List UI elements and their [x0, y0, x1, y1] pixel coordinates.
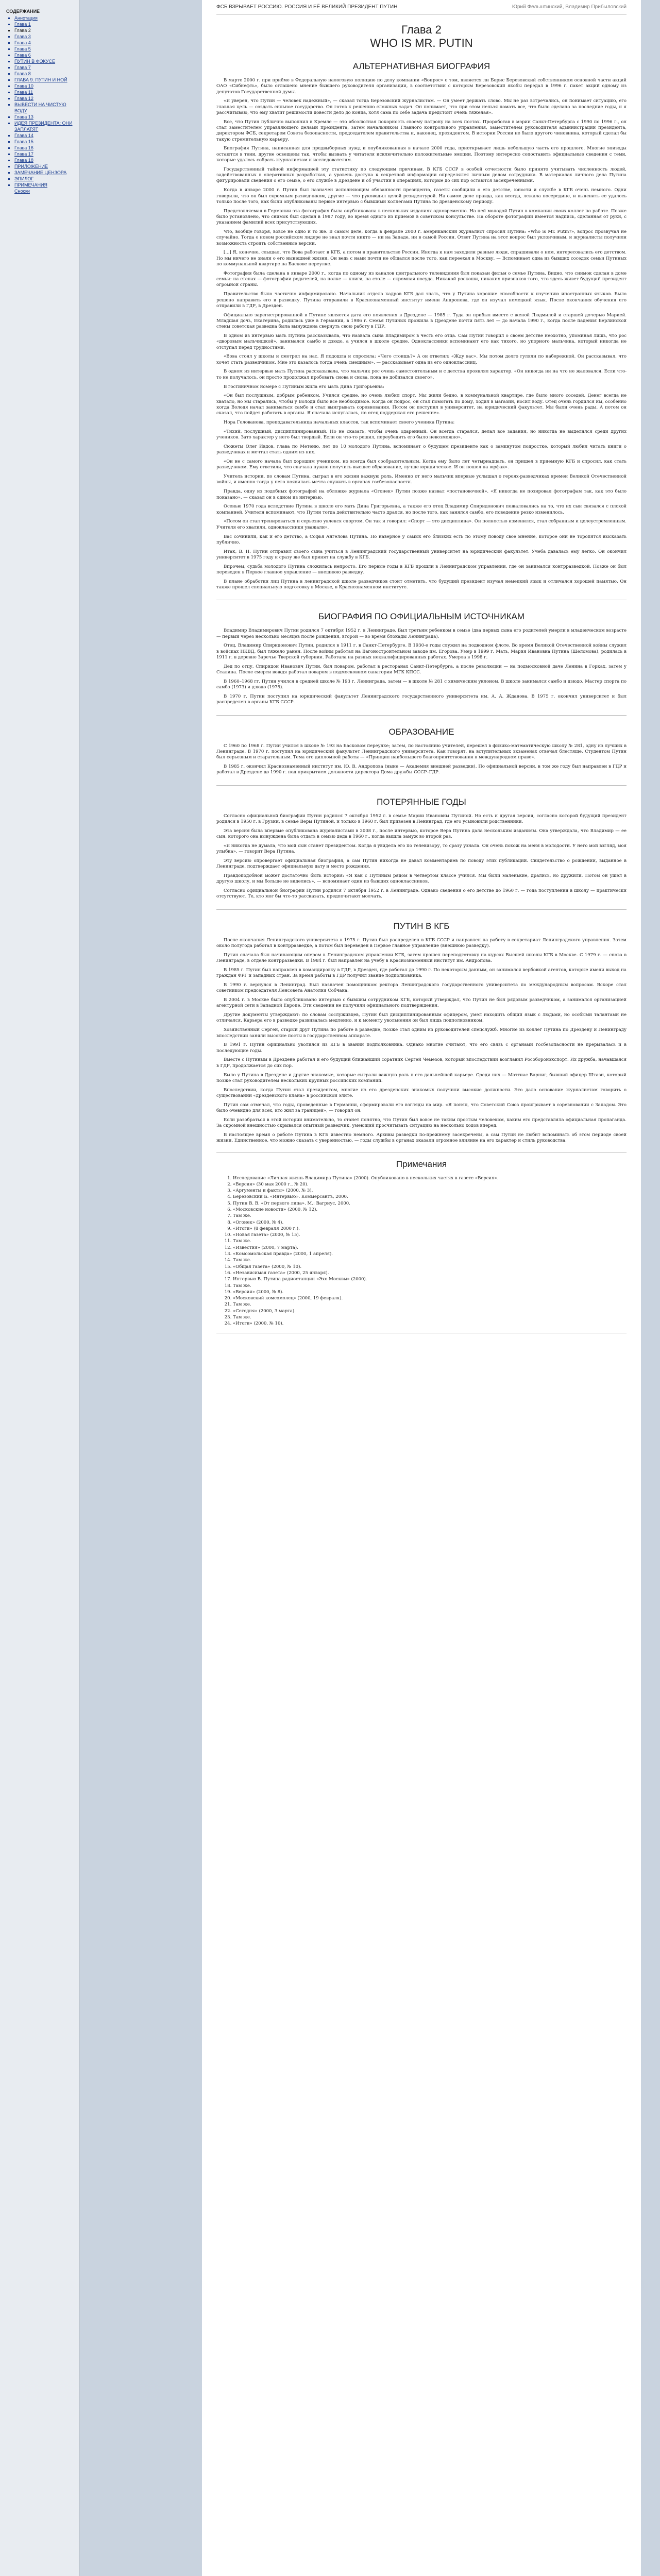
table-of-contents [0, 0, 80, 2576]
paragraph: Правда, одну из подобных фотографий на обложке журнала «Огонек» Путин позже назвал «постановочной». «Я никогда не позировал фотографам так, как это было показано», — сказал он в одном из интервью. [216, 489, 627, 500]
paragraph: В гостиничном номере с Путиным жила его мать Дина Григорьевна: [224, 384, 384, 389]
note-item: 20. «Московский комсомолец» (2000, 19 февраля). [233, 1296, 627, 1301]
paragraph: «Вова стоял у школы и смотрел на нас. Я подошла и спросила: «Чего стоишь?» А он ответил: «Жду вас». Мы потом долго гуляли по набережной. Он рассказывал, что хочет стать разведчиком. Мне это казалось тогда очень смешным», — рассказывает одна из его одноклассниц. [216, 354, 627, 365]
section-heading: БИОГРАФИЯ ПО ОФИЦИАЛЬНЫМ ИСТОЧНИКАМ [318, 612, 525, 622]
paragraph: В 1985 г. Путин был направлен в командировку в ГДР, в Дрезден, где работал до 1990 г. По некоторым данным, он занимался вербовкой агентов, которые имели выход на граждан ФРГ и западных стран. За время работы в ГДР получил звание подполковника. [216, 967, 627, 979]
main-content [202, 0, 641, 2576]
paragraph: В 1970 г. Путин поступил на юридический факультет Ленинградского государственного университета им. А. А. Жданова. В 1975 г. окончил университет и был распределен в органы КГБ СССР. [216, 694, 627, 705]
paragraph: «Он не с самого начала был хорошим учеником, но всегда был сообразительным. Когда ему было лет четырнадцать, он пришел в приемную КГБ и спросил, как стать разведчиком. Ему ответили, что сначала нужно получить высшее образование, лучше юридическое. И он пошел на юрфак». [216, 459, 627, 470]
paragraph: В настоящее время о работе Путина в КГБ известно немного. Архивы разведки по-прежнему засекречены, а сам Путин не любит вспоминать об этом периоде своей жизни. Единственное, что можно сказать с уверенностью, — годы службы в органах оказали огромное влияние на его характер и стиль руководства. [216, 1132, 627, 1144]
paragraph: «Потом он стал тренироваться и серьезно увлекся спортом. Он так и говорил: «Спорт — это дисциплина». Он полностью изменился, стал собранным и целеустремленным. Учителя его хвалили, одноклассники уважали». [216, 519, 627, 530]
paragraph: Согласно официальной биографии Путин родился 7 октября 1952 г. в семье Марии Ивановны Путиной. Но есть и другая версия, согласно которой будущий президент родился в 1950 г. в Грузии, в семье Веры Путиной, и только в 1960 г. был привезен в Ленинград, где его усыновили родственники. [216, 813, 627, 824]
toc-item[interactable]: ▪ Глава 8 [14, 71, 76, 77]
note-item: 22. «Сегодня» (2000, 3 марта). [233, 1309, 627, 1314]
page-header [216, 0, 627, 15]
paragraph: «Я никогда не думала, что мой сын станет президентом. Когда я увидела его по телевизору, то сразу узнала. Он очень похож на меня в молодости. У него мой взгляд, моя улыбка», — говорит Вера Путина. [216, 843, 627, 855]
paragraph: Отец, Владимир Спиридонович Путин, родился в 1911 г. в Санкт-Петербурге. В 1930-е годы служил на подводном флоте. Во время Великой Отечественной войны служил в войсках НКВД, был тяжело ранен. После войны работал на Вагоностроительном заводе им. Егорова. Умер в 1999 г. Мать, Мария Ивановна Путина (Шеломова), родилась в 1911 г. в деревне Заречье Тверской губернии. Работала на разных неквалифицированных работах. Умерла в 1998 г. [216, 643, 627, 660]
note-item: 11. Там же. [233, 1239, 627, 1244]
toc-item[interactable]: ▪ ЭПИЛОГ [14, 176, 76, 182]
toc-item[interactable]: ▪ Глава 12 [14, 95, 76, 101]
paragraph: «Он был послушным, добрым ребенком. Учился средне, но очень любил спорт. Мы жили бедно, в коммунальной квартире, где было много соседей. Денег всегда не хватало, но мы старались, чтобы у Володи было все необходимое. Когда он подрос, он стал помогать по дому, ходил в магазин, носил воду. Отец очень гордился им, особенно когда Володя начал заниматься самбо и стал выигрывать соревнования. Потом он поступил в университет, на юридический факультет. Мы были очень рады. А потом он сказал, что пойдет работать в органы. Я сначала испугалась, но отец поддержал его решение». [216, 393, 627, 416]
book-authors: Юрий Фельштинский, Владимир Прибыловский [512, 4, 627, 10]
paragraph: Все, что Путин публично выполнил в Кремле — это абсолютная покорность своему патрону на всех постах. Проработав в мэрии Санкт-Петербурга с 1990 по 1996 г., он стал заместителем управляющего делами президента, затем начальником Главного контрольного управления, заместителем руководителя администрации президента, директором ФСБ, секретарем Совета безопасности, председателем правительства и, наконец, президентом. В истории России не было другого чиновника, который сделал бы такую стремительную карьеру. [216, 119, 627, 142]
note-item: 6. «Московские новости» (2000, № 12). [233, 1207, 627, 1213]
note-item: 13. «Комсомольская правда» (2000, 1 апреля). [233, 1251, 627, 1257]
toc-item[interactable]: ▪ ПРИМЕЧАНИЯ [14, 182, 76, 188]
toc-list [6, 15, 76, 188]
toc-item[interactable]: ▪ Глава 11 [14, 89, 76, 95]
paragraph: «Я уверен, что Путин — человек надежный», — сказал тогда Березовский журналистам. — Он умеет держать слово. Мы не раз встречались, он понимает ситуацию, его главная цель — создать сильное государство. Он готов к решению сложных задач. Он понимает, что при этом нельзя ломать все, что было сделано за последние годы, и я рассчитываю, что ему хватит решимости довести дело до конца, хотя сама по себе задача предстоит очень тяжелая». [216, 98, 627, 115]
paragraph: Официально зарегистрированной в Путине является дата его появления в Дрездене — 1985 г. Туда он прибыл вместе с женой Людмилой и старшей дочерью Марией. Младшая дочь, Екатерина, родилась уже в Германии, в 1986 г. Семья Путиных прожила в Дрездене почти пять лет — до начала 1990 г., когда после падения Берлинской стены советская разведка была вынуждена свернуть свою работу в ГДР. [216, 312, 627, 330]
paragraph: Владимир Владимирович Путин родился 7 октября 1952 г. в Ленинграде. Был третьим ребенком в семье (два первых сына его родителей умерли в младенческом возрасте — первый через несколько месяцев после рождения, второй — во время блокады Ленинграда). [216, 628, 627, 639]
toc-item[interactable]: ▪ Глава 1 [14, 21, 76, 27]
toc-item-footnotes[interactable]: Сноски [14, 189, 30, 194]
paragraph: В 1990 г. вернулся в Ленинград. Был назначен помощником ректора Ленинградского государственного университета по международным вопросам. Вскоре стал советником председателя Ленсовета Анатолия Собчака. [216, 982, 627, 994]
paragraph: В 1991 г. Путин официально уволился из КГБ в звании подполковника. Однако многие считают, что его связь с органами госбезопасности не прерывалась и в последующие годы. [216, 1042, 627, 1054]
paragraph: Что, вообще говоря, вовсе не одно и то же. В самом деле, когда в феврале 2000 г. американский журналист спросил Путина: «Who is Mr. Putin?», вопрос прозвучал не случайно. Тогда о новом российском лидере не знал почти никто — ни на Западе, ни в самой России. Ответ Путина на этот вопрос был уклончивым, и журналисты получили возможность строить собственные версии. [216, 229, 627, 246]
paragraph: Правительство было частично информировано. Начальник отдела кадров КГБ дал знать, что у Путина хорошие способности к изучению иностранных языков. Было решено направить его в разведку. Путина отправили в Краснознаменный институт имени Андропова, где он изучал немецкий язык. После окончания обучения его отправили в ГДР, в Дрезден. [216, 292, 627, 309]
paragraph: Впрочем, судьба молодого Путина сложилась непросто. Его первые годы в КГБ прошли в Ленинградском управлении, где он занимался контрразведкой. Позже он был переведен в Первое главное управление — внешнюю разведку. [216, 564, 627, 575]
paragraph: Представляемая в Германии эта фотография была опубликована в нескольких изданиях одновременно. На ней молодой Путин в компании своих коллег по работе. Позже было установлено, что снимок был сделан в 1987 году, во время одного из приемов в советском консульстве. На обороте фотографии имеется надпись, сделанная от руки, с указанием фамилий всех присутствующих. [216, 208, 627, 226]
paragraph: Эта версия была впервые опубликована журналистами в 2008 г., после интервью, которое Вера Путина дала нескольким изданиям. Она утверждала, что Владимир — ее сын, которого она вынуждена была отдать в семью деда в 1960 г., когда вышла замуж во второй раз. [216, 828, 627, 840]
toc-item[interactable]: ▪ ПУТИН В ФОКУСЕ [14, 58, 76, 64]
note-item: 14. Там же. [233, 1258, 627, 1263]
note-item: 18. Там же. [233, 1283, 627, 1289]
chapter-body [216, 61, 627, 1144]
book-title: ФСБ ВЗРЫВАЕТ РОССИЮ. РОССИЯ И ЕЁ ВЕЛИКИЙ ПРЕЗИДЕНТ ПУТИН [216, 4, 398, 10]
toc-item[interactable]: ▪ ВЫВЕСТИ НА ЧИСТУЮ ВОДУ [14, 101, 76, 114]
paragraph: «Тихий, послушный, дисциплинированный. Но не сказать, чтобы очень одаренный. Он всегда старался, делал все задания, но никогда не выделялся среди других учеников. Зато характер у него был твердый. Если он что-то решил, переубедить его было невозможно». [216, 429, 627, 440]
toc-item[interactable]: ▪ Глава 5 [14, 46, 76, 52]
paragraph: Если разобраться в этой истории внимательно, то станет понятно, что Путин был вовсе не таким простым человеком, каким его представляла официальная пропаганда. За скромной внешностью скрывался опытный разведчик, умеющий просчитывать ситуацию на несколько ходов вперед. [216, 1117, 627, 1129]
toc-item[interactable]: ▪ Глава 6 [14, 52, 76, 58]
toc-item[interactable]: ▪ Глава 13 [14, 114, 76, 120]
toc-item[interactable]: ▪ Глава 17 [14, 151, 76, 157]
note-item: 15. «Общая газета» (2000, № 10). [233, 1264, 627, 1270]
note-item: 1. Исследование «Личная жизнь Владимира Путина» (2000). Опубликовано в нескольких частях в газете «Версия». [233, 1176, 627, 1181]
note-item: 24. «Итоги» (2000, № 10). [233, 1321, 627, 1327]
toc-item[interactable]: ▪ Глава 15 [14, 139, 76, 145]
section-heading: ОБРАЗОВАНИЕ [388, 726, 454, 737]
toc-item[interactable]: ▪ Глава 3 [14, 33, 76, 40]
toc-item[interactable]: ▪ Глава 14 [14, 132, 76, 139]
paragraph: Фотография была сделана в январе 2000 г., когда по одному из каналов центрального телевидения был показан фильм о семье Путина. Видно, что снимок сделан в доме семьи: на стенах — фотографии родителей, на полке — книги, на столе — скромная посуда. Никакой роскоши, никаких признаков того, что здесь живет будущий президент огромной страны. [216, 270, 627, 288]
paragraph: В плане обработки лиц Путина в ленинградской школе разведчиков стоит отметить, что будущий президент изучал немецкий язык и отличался хорошей памятью. Он также прошел специальную подготовку в Москве, в Краснознаменном институте. [216, 579, 627, 590]
toc-title: СОДЕРЖАНИЕ [6, 9, 40, 14]
toc-item[interactable]: ▪ ПРИЛОЖЕНИЕ [14, 163, 76, 170]
note-item: 5. Путин В. В. «От первого лица». М.: Вагриус, 2000. [233, 1201, 627, 1207]
paragraph: В 2004 г. в Москве было опубликовано интервью с бывшим сотрудником КГБ, который утверждал, что Путин не был рядовым разведчиком, а занимался организацией агентурной сети в Западной Европе. Эти сведения не получили официального подтверждения. [216, 997, 627, 1009]
paragraph: Согласно официальной биографии Путин родился 7 октября 1952 г. в Ленинграде. Однако сведения о его детстве до 1960 г. — года поступления в школу — практически отсутствуют. Те, кто мог бы что-то рассказать, предпочитают молчать. [216, 888, 627, 900]
section-divider [216, 715, 627, 716]
note-item: 21. Там же. [233, 1302, 627, 1308]
paragraph: Итак, В. Н. Путин отправил своего сына учиться в Ленинградский государственный университет на юридический факультет. Учеба давалась ему легко. Он окончил университет в 1975 году и сразу же был принят на службу в КГБ. [216, 549, 627, 560]
chapter-title: WHO IS MR. PUTIN [370, 37, 473, 49]
section-heading: ПОТЕРЯННЫЕ ГОДЫ [377, 796, 466, 807]
note-item: 12. «Известия» (2000, 7 марта). [233, 1245, 627, 1251]
paragraph: Было у Путина в Дрездене и другие знакомые, которые сыграли важную роль в его дальнейшей карьере. Среди них — Маттиас Варниг, бывший офицер Штази, который позже стал руководителем нескольких крупных российских компаний. [216, 1072, 627, 1083]
paragraph: Государственный тайной информацией эту статистику по следующим причинам. В КГБ СССР в особой отчетности было принято учитывать численность людей, задействованных в оперативных разработках, а уровень доступа к секретной информации определялся личным делом сотрудника. В материалах личного дела Путина фигурировали сведения о его семье, о его службе в Дрездене и об участии в операциях, которые до сих пор остаются засекреченными. [216, 166, 627, 184]
paragraph: С 1960 по 1968 г. Путин учился в школе № 193 на Басковом переулке; затем, по настоянию учителей, перешел в физико-математическую школу № 281, одну из лучших в Ленинграде. В 1970 г. поступил на юридический факультет Ленинградского университета. Как говорят, на вступительных экзаменах отвечал блестяще. Студентом Путин был серьезным и старательным. Тема его дипломной работы — «Принцип наибольшего благоприятствования в международном праве». [216, 743, 627, 760]
paragraph: Правдоподобной может достаточно быть история: «Я как с Путиным рядом в четвертом классе учился. Мы были маленькие, дрались, но дружили. Потом он ушел в другую школу, и мы больше не виделись», — вспоминает один из бывших одноклассников. [216, 873, 627, 885]
notes-list [216, 1176, 627, 1327]
paragraph: В одном из интервью мать Путина рассказывала, что назвала сына Владимиром в честь его отца. Сам Путин говорил о своем детстве неохотно, упоминая лишь, что рос «дворовым мальчишкой», занимался самбо и дзюдо, а учился в школе средне. Одноклассники вспоминают его как тихого, но упорного мальчика, который никогда не отступал перед трудностями. [216, 333, 627, 350]
note-item: 7. Там же. [233, 1213, 627, 1219]
paragraph: В 1985 г. окончил Краснознаменный институт им. Ю. В. Андропова (ныне — Академия внешней разведки). По официальной версии, в том же году был направлен в ГДР и работал в Дрездене до 1990 г. под прикрытием должности директора Дома дружбы СССР–ГДР. [216, 764, 627, 775]
paragraph: Впоследствии, когда Путин стал президентом, многие из его дрезденских знакомых получили высокие должности. Это дало основание журналистам говорить о существовании «дрезденского клана» в российской элите. [216, 1087, 627, 1098]
paragraph: В одном из интервью мать Путина рассказывала, что мальчик рос очень самостоятельным и с детства проявлял характер. «Он никогда ни на что не жаловался. Если что-то не получалось, он просто продолжал пробовать снова и снова, пока не добивался своего». [216, 369, 627, 380]
paragraph: Другие документы утверждают: по словам сослуживцев, Путин был дисциплинированным офицером, умел находить общий язык с людьми, но особыми талантами не отличался. Карьера его в разведке развивалась медленно, и к моменту увольнения он был лишь подполковником. [216, 1012, 627, 1024]
note-item: 10. «Новая газета» (2000, № 15). [233, 1232, 627, 1238]
paragraph: Осенью 1970 года вследствие Путина в школе его мать Дина Григорьевна, а также его отец Владимир Спиридонович пожаловались на то, что их сын связался с плохой компанией. Учителя вспоминают, что Путин тогда действительно часто дрался, но после того, как занялся самбо, его поведение резко изменилось. [216, 504, 627, 515]
paragraph: Вас сочинили, как и его детство, а Софья Ангелова Путинa. Но наверное у самых его близких есть по этому поводу свое мнение, которое они не торопятся высказать публично. [216, 534, 627, 545]
section-divider [216, 909, 627, 910]
toc-item[interactable]: ▪ ИДЕЯ ПРЕЗИДЕНТА: ОНИ ЗАПЛАТЯТ [14, 120, 76, 132]
paragraph: В марте 2000 г. при приёме в Федеральную налоговую полицию по делу компании «Вопрос» о том, является ли Борис Березовский собственником основной части акций ОАО «Сибнефть», было оглашено мнение бывшего руководителя организации, в соответствии с которым Березовский якобы передал в 1996 г. пакет акций одному из депутатов Государственной думы. [216, 78, 627, 95]
chapter-number: Глава 2 [401, 23, 442, 36]
note-item: 2. «Версия» (30 мая 2000 г., № 20). [233, 1182, 627, 1188]
toc-item[interactable]: ▪ Глава 2 [14, 27, 76, 33]
paragraph: Эту версию опровергает официальная биография, а сам Путин никогда не давал комментариев по поводу этих публикаций. Свидетельство о рождении, выданное в Ленинграде, подтверждает официальную дату и место рождения. [216, 858, 627, 870]
toc-item[interactable]: ▪ Глава 10 [14, 83, 76, 89]
paragraph: Вместе с Путиным в Дрездене работал и его будущий ближайший соратник Сергей Чемезов, который впоследствии возглавил Рособоронэкспорт. Их дружба, начавшаяся в ГДР, продолжается до сих пор. [216, 1057, 627, 1069]
section-heading: ПУТИН В КГБ [393, 921, 450, 931]
paragraph: Учитель истории, по словам Путина, сыграл в его жизни важную роль. Именно от него мальчик впервые услышал о героях-разведчиках времен Великой Отечественной войны, и именно тогда у него появилась мечта служить в органах госбезопасности. [216, 474, 627, 485]
paragraph: [...] Я, конечно, слышал, что Вова работает в КГБ, а потом в правительстве России. Иногда к нам заходили разные люди, спрашивали о нем, интересовались его детством. Но мы ничего не знали о его нынешней жизни. Он ведь с нами почти не общался после того, как переехал в Москву. — Вспоминает одна из бывших соседок семьи Путиных по коммунальной квартире на Баскове переулке. [216, 250, 627, 267]
paragraph: Когда в январе 2000 г. Путин был назначен исполняющим обязанности президента, газеты сообщили о его детстве, юности и службе в КГБ очень немного. Одни говорили, что он был скромным разведчиком, другие — что руководил целой резидентурой. На самом деле правда, как всегда, лежала посередине, и выяснить ее удалось только после того, как были опубликованы первые интервью с бывшими коллегами Путина по дрезденскому периоду. [216, 188, 627, 205]
note-item: 17. Интервью В. Путина радиостанции «Эхо Москвы» (2000). [233, 1277, 627, 1282]
paragraph: Нора Голованова, преподавательница начальных классов, так вспоминает своего ученика Путина: [224, 420, 455, 426]
notes-heading: Примечания [396, 1159, 447, 1169]
paragraph: Сюжеты Олег Ивдов, глава по Метеню, лет по 10 молодого Путина, вспоминает о будущем президенте как о замкнутом подростке, который любил читать книги о разведчиках и мечтал стать одним из них. [216, 444, 627, 455]
note-item: 9. «Итоги» (8 февраля 2000 г.). [233, 1226, 627, 1232]
section-heading: АЛЬТЕРНАТИВНАЯ БИОГРАФИЯ [352, 61, 490, 71]
toc-item[interactable]: ▪ Аннотация [14, 15, 76, 21]
note-item: 4. Березовский Б. «Интервью». Коммерсантъ, 2000. [233, 1194, 627, 1200]
toc-item[interactable]: ▪ Глава 18 [14, 157, 76, 163]
toc-item[interactable]: ▪ Глава 4 [14, 40, 76, 46]
paragraph: После окончания Ленинградского университета в 1975 г. Путин был распределен в КГБ СССР и направлен на работу в секретариат Ленинградского управления. Затем около полугода работал в контрразведке, а потом был переведен в Первое главное управление (внешнюю разведку). [216, 937, 627, 948]
section-divider [216, 785, 627, 786]
note-item: 8. «Огонек» (2000, № 4). [233, 1220, 627, 1226]
toc-item[interactable]: ▪ Глава 7 [14, 64, 76, 71]
paragraph: Путин сначала был начинающим опером в Ленинградском управлении КГБ, затем прошел переподготовку на курсах Высшей школы КГБ в Москве. С 1979 г. — снова в Ленинграде, в отделе контрразведки. В 1984 г. был направлен на учебу в Краснознаменный институт им. Андропова. [216, 952, 627, 964]
note-item: 16. «Независимая газета» (2000, 25 января). [233, 1270, 627, 1276]
paragraph: Биография Путина, написанная для предвыборных нужд и опубликованная в начале 2000 года, приоткрывает лишь небольшую часть его прошлого. Многие эпизоды остаются в тени, другие освещены так, чтобы вызвать у читателя исключительно положительные эмоции. Поэтому интересно сопоставить официальные сведения с теми, которые удалось собрать журналистам и исследователям. [216, 146, 627, 163]
note-item: 23. Там же. [233, 1315, 627, 1320]
notes-section [216, 1153, 627, 1333]
paragraph: Дед по отцу, Спиридон Иванович Путин, был поваром, работал в ресторанах Санкт-Петербурга, а после революции — на подмосковной даче Ленина в Горках, затем у Сталина. После смерти вождя работал поваром в подмосковном санатории МГК КПСС. [216, 664, 627, 675]
toc-item[interactable]: ▪ Глава 16 [14, 145, 76, 151]
toc-item[interactable]: ▪ ГЛАВА 9. ПУТИН И НОЙ [14, 77, 76, 83]
paragraph: В 1960–1968 гг. Путин учился в средней школе № 193 г. Ленинграда, затем — в школе № 281 с химическим уклоном. В школе занимался самбо и дзюдо. Мастер спорта по самбо (1973) и дзюдо (1975). [216, 679, 627, 690]
toc-item[interactable]: ▪ ЗАМЕЧАНИЕ ЦЕНЗОРА [14, 170, 76, 176]
paragraph: Путин сам отмечал, что годы, проведенные в Германии, сформировали его взгляды на мир. «Я понял, что Советский Союз проигрывает в соревновании с Западом. Это было очевидно для всех, кто жил за границей», — говорил он. [216, 1102, 627, 1114]
paragraph: Хозяйственный Сергей, старый друг Путина по работе в разведке, позже стал одним из руководителей спецслужб. Многие из коллег Путина по Дрездену и Ленинграду впоследствии заняли высокие посты в государственном аппарате. [216, 1027, 627, 1039]
note-item: 19. «Версия» (2000, № 8). [233, 1290, 627, 1295]
note-item: 3. «Аргументы и факты» (2000, № 3). [233, 1188, 627, 1194]
